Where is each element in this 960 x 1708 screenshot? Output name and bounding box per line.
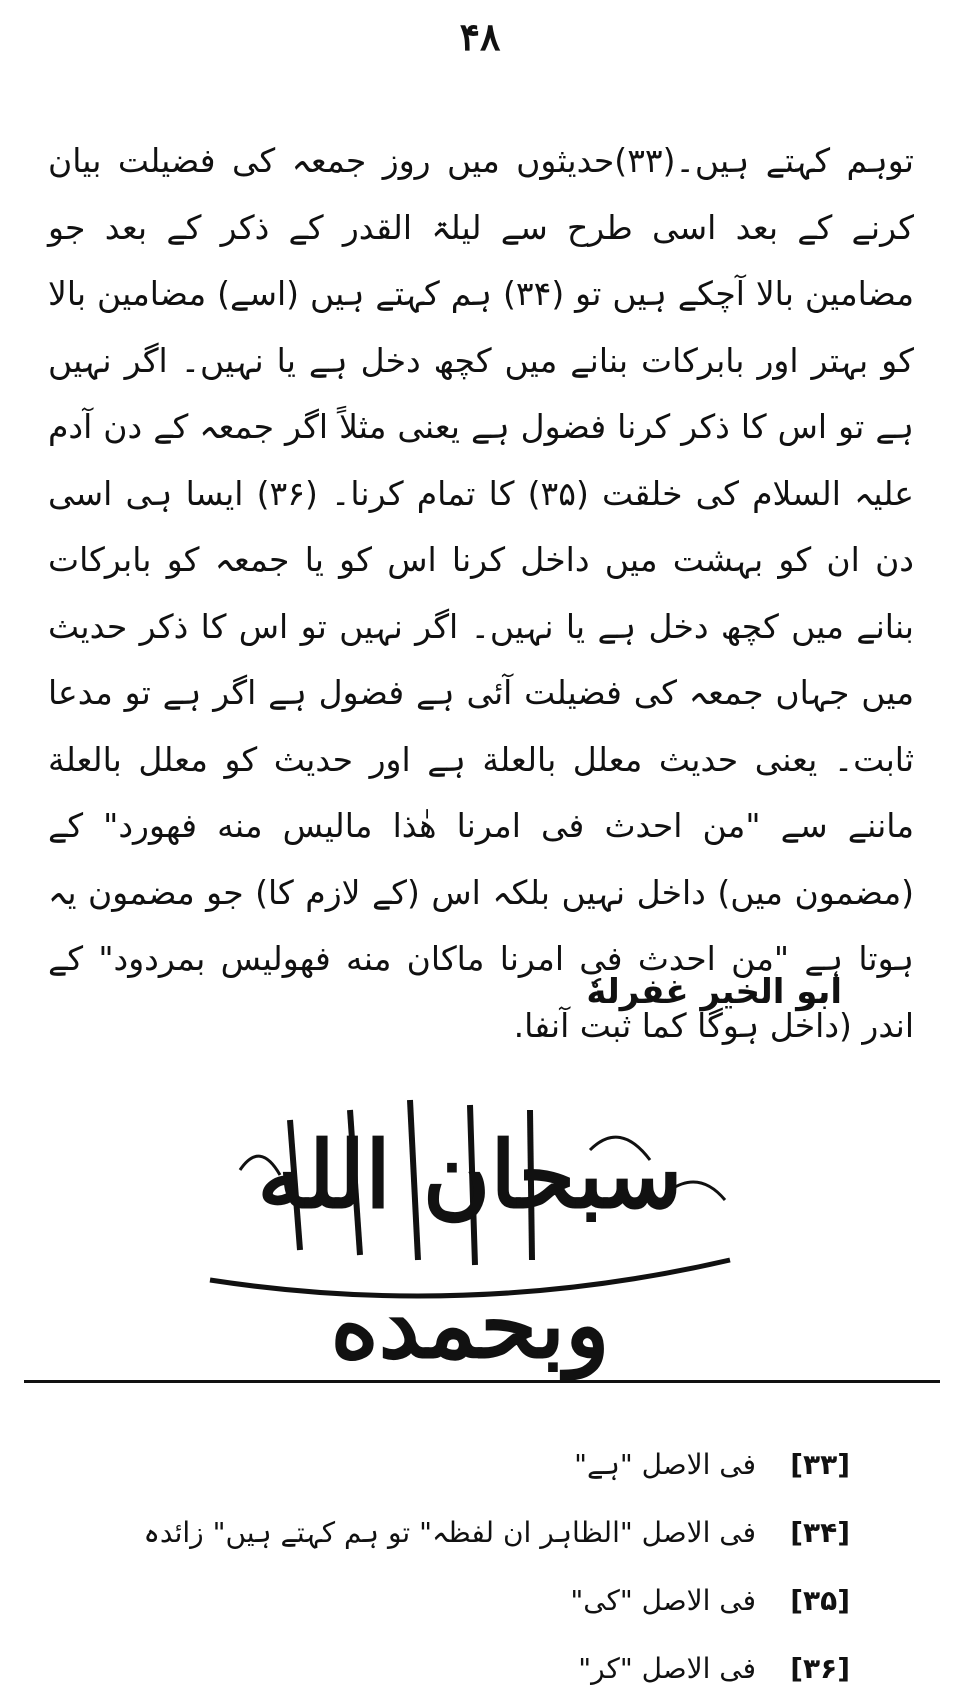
- body-paragraph: توہم کہتے ہیں۔(۳۳)حدیثوں میں روز جمعہ کی فضیلت بیان کرنے کے بعد اسی طرح سے لیلۃ القدر کے ذکر کے بعد جو مضامین بالا آچکے ہیں تو (۳۴) ہم کہتے ہیں (اسے) مضامین بالا کو بہتر اور بابرکات بنانے میں کچھ دخل ہے یا نہیں۔ اگر نہیں ہے تو اس کا ذکر کرنا فضول ہے یعنی مثلاً اگر جمعہ کے دن آدم علیہ السلام کی خلقت (۳۵) کا تمام کرنا۔ (۳۶) ایسا ہی اسی دن ان کو بہشت میں داخل کرنا اس کو یا جمعہ کو بابرکات بنانے میں کچھ دخل ہے یا نہیں۔ اگر نہیں تو اس کا ذکر حدیث میں جہاں جمعہ کی فضیلت آئی ہے فضول ہے اگر ہے تو مدعا ثابت۔ یعنی حدیث معلل بالعلة ہے اور حدیث کو معلل بالعلة ماننے سے "من احدث فی امرنا هٰذا مالیس منه فهورد" کے (مضمون میں) داخل نہیں بلکہ اس (کے لازم کا) جو مضمون یہ ہوتا ہے "من احدث فی امرنا ماکان منه فهولیس بمردود" کے اندر (داخل ہوگا کما ثبت آنفا.: [48, 141, 915, 1045]
- footnote: [143, 1566, 850, 1634]
- footnote: [143, 1634, 850, 1702]
- footnote-ref: [۳۳]: [790, 1447, 850, 1481]
- footnote-text: فی الاصل "کی": [570, 1583, 756, 1617]
- page-number: ۴۸: [459, 14, 501, 59]
- footnote-text: فی الاصل "الظاہر ان لفظہ" تو ہم کہتے ہیں" زائدہ: [143, 1515, 756, 1549]
- footnote-ref: [۳۶]: [790, 1651, 850, 1685]
- calligraphy-emblem: [170, 1080, 770, 1379]
- author-signature: ابو الخیر غفرلهٗ: [586, 972, 842, 1012]
- footnote-ref: [۳۵]: [790, 1583, 850, 1617]
- footnote-text: فی الاصل "کر": [578, 1651, 756, 1685]
- footnote-divider: [24, 1380, 940, 1383]
- calligraphy-text: سبحان الله وبحمده: [257, 1121, 683, 1379]
- footnote: [143, 1498, 850, 1566]
- footnote: [143, 1430, 850, 1498]
- footnote-ref: [۳۴]: [790, 1515, 850, 1549]
- footnotes-list: [143, 1430, 850, 1702]
- footnote-text: فی الاصل "ہے": [574, 1447, 756, 1481]
